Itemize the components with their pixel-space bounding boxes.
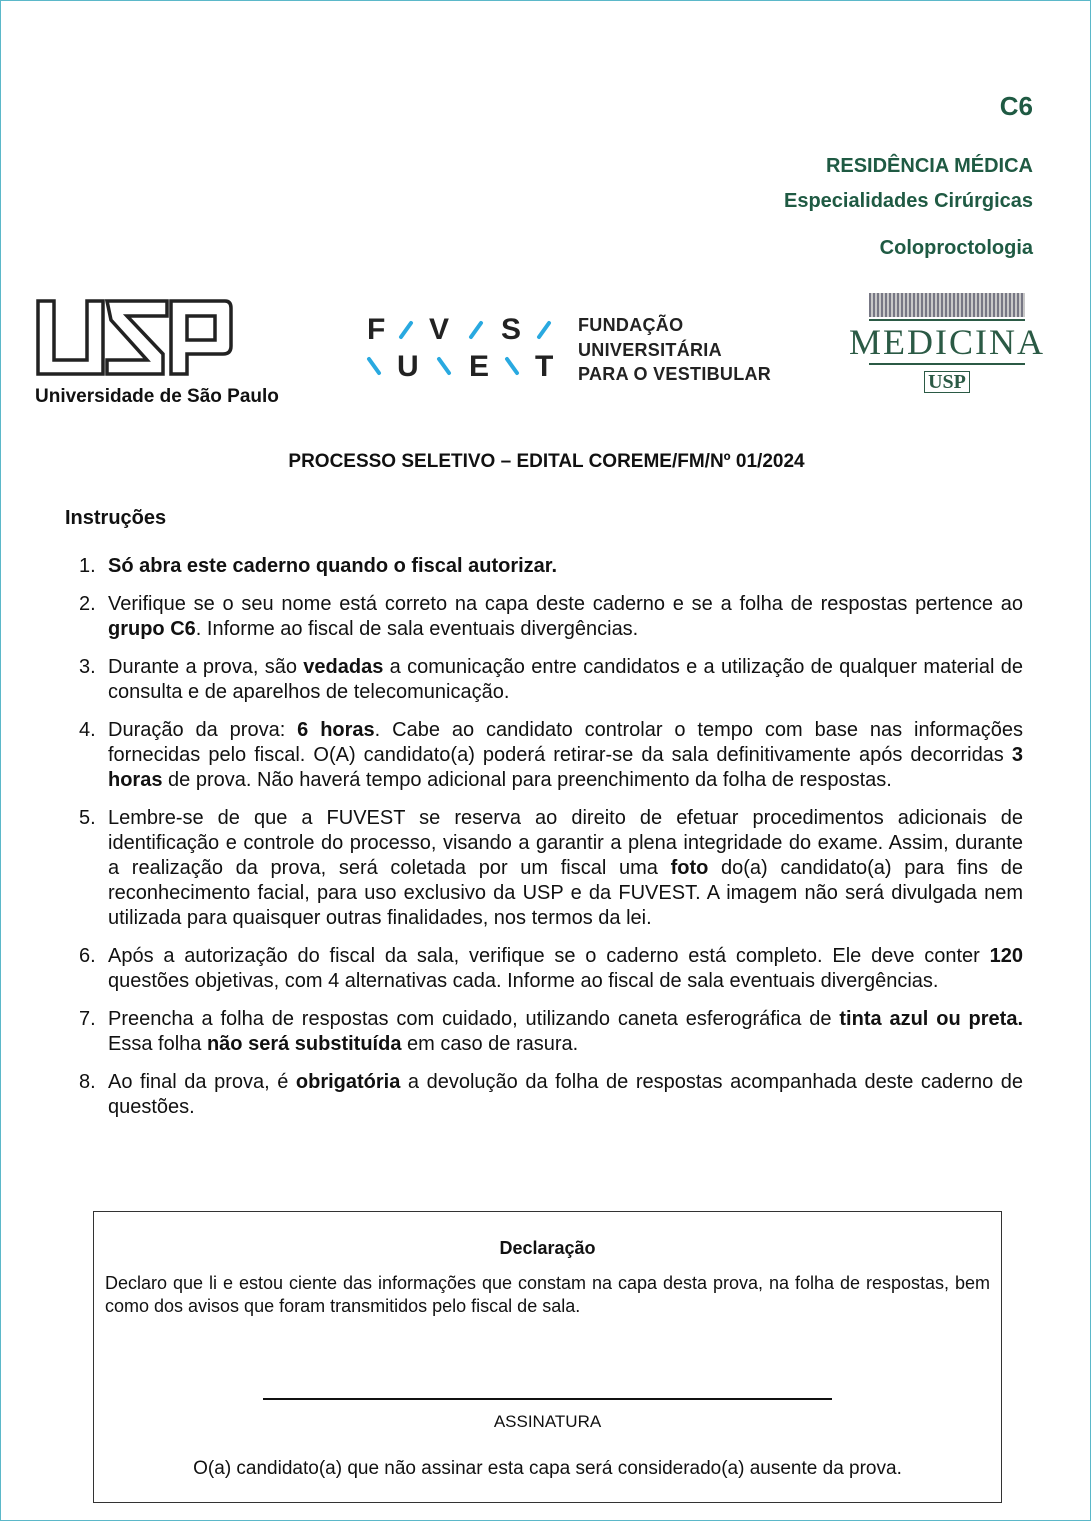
item-number: 4. (79, 718, 96, 741)
text: Após a autorização do fiscal da sala, verifique se o caderno está completo. Ele deve conter (108, 945, 990, 968)
fuvest-name-line: FUNDAÇÃO (578, 315, 684, 335)
text: . Informe ao fiscal de sala eventuais divergências. (195, 617, 639, 640)
document-title: PROCESSO SELETIVO – EDITAL COREME/FM/Nº 01/2024 (288, 451, 805, 472)
specialty-name: Coloproctologia (879, 237, 1033, 259)
bold-text: grupo C6 (108, 617, 196, 640)
instruction-item (79, 592, 1023, 642)
text: em caso de rasura. (401, 1033, 579, 1056)
text: a devolução da folha de respostas acompanhada deste caderno de questões. (108, 1070, 1023, 1119)
text: Lembre-se de que a FUVEST se reserva ao direito de efetuar procedimentos adicionais de identificação e controle do processo, visando a garantir a plena integridade do exame. Assim, durante a realização da prova, será coletada por um fiscal uma (108, 806, 1023, 880)
declaration-box (93, 1211, 1002, 1503)
fuvest-logo (363, 311, 563, 381)
text: de prova. Não haverá tempo adicional para preenchimento da folha de respostas. (162, 768, 892, 791)
item-number: 5. (79, 806, 96, 829)
text: questões objetivas, com 4 alternativas cada. Informe ao fiscal de sala eventuais divergências. (108, 970, 939, 993)
svg-text:U: U (397, 350, 419, 381)
fuvest-name (578, 313, 771, 387)
instruction-item (79, 806, 1023, 932)
text: do(a) candidato(a) para fins de reconhecimento facial, para uso exclusivo da USP e da FUVEST. A imagem não será divulgada nem utilizada para quaisquer outras finalidades, nos termos da lei. (108, 857, 1023, 930)
instruction-item (79, 554, 1023, 579)
item-number: 3. (79, 655, 96, 678)
text: Essa folha (108, 1033, 207, 1056)
divider (869, 363, 1025, 365)
signature-line[interactable] (263, 1398, 832, 1400)
group-code: C6 (999, 91, 1033, 121)
bold-text: 3 horas (108, 743, 1023, 791)
text: . Cabe ao candidato controlar o tempo com base nas informações fornecidas pelo fiscal. O(A) candidato(a) poderá retirar-se da sala definitivamente após decorridas (108, 718, 1023, 766)
instruction-item (79, 1070, 1023, 1120)
bold-text: tinta azul ou preta. (839, 1008, 1023, 1031)
instruction-item (79, 944, 1023, 994)
svg-text:V: V (429, 313, 450, 346)
usp-logo (35, 298, 233, 378)
declaration-text: Declaro que li e estou ciente das informações que constam na capa desta prova, na folha de respostas, bem como dos avisos que foram transmitidos pelo fiscal de sala. (105, 1273, 990, 1316)
bold-text: não será substituída (206, 1033, 402, 1056)
item-number: 2. (79, 592, 96, 615)
instruction-item (79, 718, 1023, 794)
fuvest-name-line: UNIVERSITÁRIA (578, 339, 722, 360)
instructions-heading: Instruções (65, 507, 167, 529)
declaration-title: Declaração (499, 1238, 596, 1258)
bold-text: Só abra este caderno quando o fiscal autorizar. (108, 555, 558, 577)
instruction-item (79, 1007, 1023, 1057)
area-name: Especialidades Cirúrgicas (783, 190, 1033, 212)
item-number: 7. (79, 1008, 96, 1031)
bold-text: vedadas (303, 655, 384, 678)
bold-text: obrigatória (295, 1070, 401, 1093)
svg-text:S: S (501, 313, 522, 346)
item-number: 1. (79, 555, 96, 577)
signature-label: ASSINATURA (493, 1412, 602, 1431)
item-number: 8. (79, 1070, 96, 1093)
text: Ao final da prova, é (108, 1070, 296, 1093)
usp-small-logo: USP (924, 371, 970, 393)
medicina-wordmark: MEDICINA (849, 322, 1045, 362)
text: Durante a prova, são (108, 655, 304, 678)
usp-caption: Universidade de São Paulo (35, 386, 279, 407)
program-name: RESIDÊNCIA MÉDICA (825, 155, 1033, 177)
text: a comunicação entre candidatos e a utilização de qualquer material de consulta e de aparelhos de telecomunicação. (108, 655, 1023, 703)
instruction-item (79, 655, 1023, 705)
bold-text: 120 (989, 945, 1023, 968)
svg-text:T: T (535, 350, 554, 381)
instructions-list (79, 554, 1023, 1133)
signature-warning: O(a) candidato(a) que não assinar esta capa será considerado(a) ausente da prova. (193, 1458, 902, 1479)
medicina-usp-logo (839, 293, 1055, 405)
svg-text:E: E (469, 350, 490, 381)
bold-text: 6 horas (297, 718, 375, 741)
fuvest-name-line: PARA O VESTIBULAR (578, 364, 772, 384)
text: Duração da prova: (108, 718, 298, 741)
building-illustration (869, 293, 1025, 317)
bold-text: foto (670, 857, 709, 880)
text: Preencha a folha de respostas com cuidado, utilizando caneta esferográfica de (108, 1008, 840, 1031)
svg-text:F: F (367, 313, 386, 346)
divider (869, 319, 1025, 321)
text: Verifique se o seu nome está correto na capa deste caderno e se a folha de respostas pertence ao (108, 592, 1023, 615)
item-number: 6. (79, 945, 96, 968)
